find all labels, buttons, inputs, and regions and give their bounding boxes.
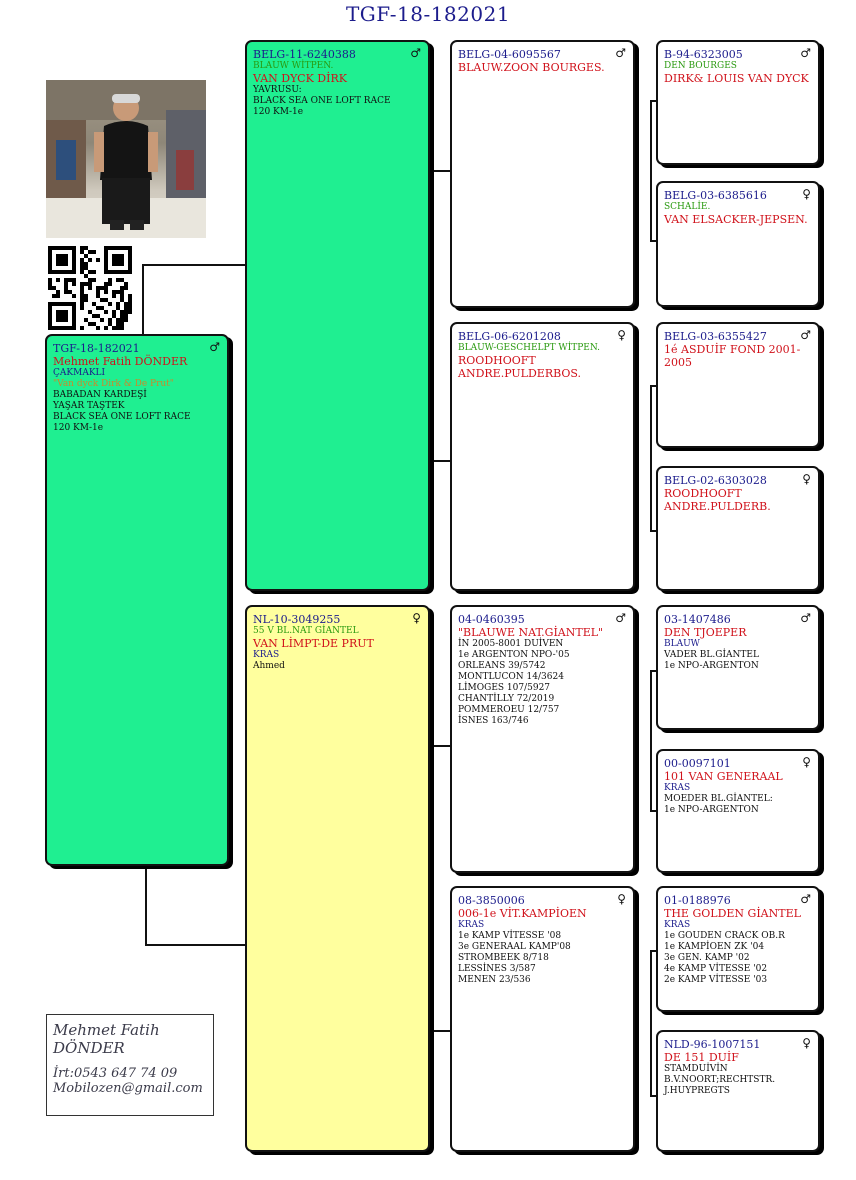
male-icon: ♂ [615,46,626,60]
pedigree-breeder: KRAS [458,920,485,930]
connector-line [432,460,450,462]
male-icon: ♂ [209,340,220,354]
pedigree-name: DE 151 DUİF [664,1051,739,1064]
subject-card[interactable] [45,334,229,866]
connector-line [650,670,652,810]
female-icon: ♀ [617,328,626,342]
sire-color: BLAUW WİTPEN. [253,61,334,71]
great-grandparent-card[interactable] [656,886,820,1012]
great-grandparent-card[interactable] [656,1030,820,1152]
male-icon: ♂ [800,611,811,625]
pedigree-name: DEN TJOEPER [664,626,747,639]
page-title: TGF-18-182021 [345,2,511,26]
connector-line [432,170,434,460]
dam-name: VAN LİMPT-DE PRUT [253,637,374,650]
great-grandparent-card[interactable] [656,40,820,165]
sire-info: YAVRUSU: BLACK SEA ONE LOFT RACE 120 KM-1e [253,85,391,117]
grandparent-card[interactable] [450,40,635,308]
pedigree-info: 1e GOUDEN CRACK OB.R 1e KAMPİOEN ZK '04 3e GEN. KAMP '02 4e KAMP VİTESSE '02 2e KAMP VİTESSE '03 [664,931,785,985]
pedigree-info: İN 2005-8001 DUİVEN 1e ARGENTON NPO-'05 ORLEANS 39/5742 MONTLUCON 14/3624 LİMOGES 107/5927 CHANTİLLY 72/2019 POMMEROEU 12/757 İSNES 163/746 [458,639,570,726]
pedigree-ring: B-94-6323005 [664,48,743,61]
connector-line [142,264,144,334]
dam-card[interactable] [245,605,430,1152]
pedigree-name: 006-1e VİT.KAMPİOEN [458,907,587,920]
great-grandparent-card[interactable] [656,605,820,730]
pedigree-color: BLAUW-GESCHELPT WİTPEN. [458,343,601,353]
female-icon: ♀ [802,187,811,201]
subject-name: Mehmet Fatih DÖNDER [53,355,188,368]
great-grandparent-card[interactable] [656,322,820,448]
pedigree-ring: BELG-04-6095567 [458,48,561,61]
connector-line [432,745,434,1030]
contact-phone[interactable]: İrt:0543 647 74 09 [53,1066,178,1081]
pedigree-info: 1e KAMP VİTESSE '08 3e GENERAAL KAMP'08 STROMBEEK 8/718 LESSİNES 3/587 MENEN 23/536 [458,931,571,985]
grandparent-card[interactable] [450,322,635,591]
pedigree-ring: NLD-96-1007151 [664,1038,761,1051]
male-icon: ♂ [800,328,811,342]
male-icon: ♂ [410,46,421,60]
dam-color: 55 V BL.NAT GİANTEL [253,626,359,636]
grandparent-card[interactable] [450,605,635,873]
pedigree-name: ROODHOOFT ANDRE.PULDERB. [664,487,771,513]
pedigree-color: DEN BOURGES [664,61,737,71]
pedigree-ring: 00-0097101 [664,757,731,770]
dam-info: Ahmed [253,661,285,671]
pedigree-color: SCHALİE. [664,202,711,212]
pedigree-ring: 08-3850006 [458,894,525,907]
pedigree-ring: BELG-06-6201208 [458,330,561,343]
pedigree-name: THE GOLDEN GİANTEL [664,907,801,920]
pedigree-breeder: KRAS [664,920,691,930]
contact-surname: DÖNDER [53,1039,125,1057]
owner-photo [46,80,206,238]
connector-line [650,385,652,530]
sire-card[interactable] [245,40,430,591]
contact-box [46,1014,214,1116]
pedigree-name: ROODHOOFT ANDRE.PULDERBOS. [458,354,582,380]
dam-ring: NL-10-3049255 [253,613,341,626]
owner-photo-image [46,80,206,238]
female-icon: ♀ [617,892,626,906]
pedigree-name: 101 VAN GENERAAL [664,770,783,783]
pedigree-breeder: BLAUW [664,639,700,649]
female-icon: ♀ [412,611,421,625]
pedigree-name: DIRK& LOUIS VAN DYCK [664,72,809,85]
connector-line [432,1030,450,1032]
qr-code-image [48,246,132,330]
connector-line [432,170,450,172]
female-icon: ♀ [802,472,811,486]
pedigree-name: 1é ASDUİF FOND 2001-2005 [664,343,801,369]
female-icon: ♀ [802,1036,811,1050]
male-icon: ♂ [800,892,811,906]
pedigree-info: VADER BL.GİANTEL 1e NPO-ARGENTON [664,650,759,671]
male-icon: ♂ [800,46,811,60]
connector-line [145,944,245,946]
pedigree-ring: 04-0460395 [458,613,525,626]
pedigree-info: MOEDER BL.GİANTEL: 1e NPO-ARGENTON [664,794,773,815]
contact-email[interactable]: Mobilozen@gmail.com [53,1081,203,1096]
pedigree-ring: BELG-03-6385616 [664,189,767,202]
pedigree-ring: 03-1407486 [664,613,731,626]
pedigree-ring: 01-0188976 [664,894,731,907]
male-icon: ♂ [615,611,626,625]
pedigree-info: STAMDUİVİN B.V.NOORT;RECHTSTR. J.HUYPREGTS [664,1064,776,1096]
subject-ring: TGF-18-182021 [53,342,140,355]
great-grandparent-card[interactable] [656,181,820,307]
pedigree-name: BLAUW.ZOON BOURGES. [458,61,605,74]
connector-line [432,745,450,747]
connector-line [145,866,147,944]
connector-line [650,100,652,240]
sire-ring: BELG-11-6240388 [253,48,356,61]
sire-name: VAN DYCK DİRK [253,72,347,85]
grandparent-card[interactable] [450,886,635,1152]
connector-line [142,264,246,266]
connector-line [650,950,652,1095]
pedigree-breeder: KRAS [664,783,691,793]
pedigree-name: "BLAUWE NAT.GİANTEL" [458,626,604,639]
pedigree-name: VAN ELSACKER-JEPSEN. [664,213,808,226]
dam-breeder: KRAS [253,650,280,660]
subject-info: BABADAN KARDEŞİ YAŞAR TAŞTEK BLACK SEA ONE LOFT RACE 120 KM-1e [53,390,191,433]
great-grandparent-card[interactable] [656,466,820,591]
pedigree-ring: BELG-02-6303028 [664,474,767,487]
contact-name: Mehmet Fatih [53,1021,160,1039]
pedigree-ring: BELG-03-6355427 [664,330,767,343]
female-icon: ♀ [802,755,811,769]
great-grandparent-card[interactable] [656,749,820,873]
subject-note: "Van dyck Dirk & De Prut" [53,379,174,389]
qr-code[interactable] [48,246,132,330]
subject-color: ÇAKMAKLI [53,368,106,378]
